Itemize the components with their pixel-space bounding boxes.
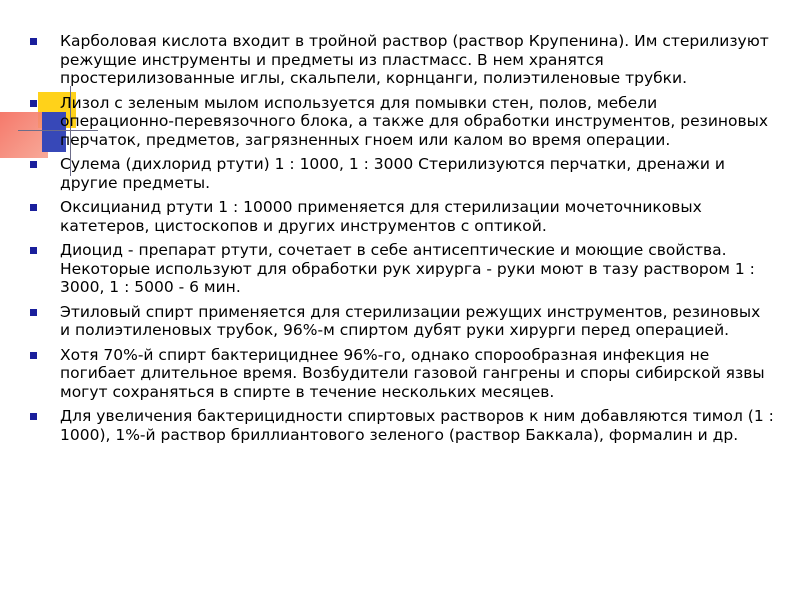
bullet-icon bbox=[30, 247, 37, 254]
bullet-icon bbox=[30, 309, 37, 316]
list-item-text: Для увеличения бактерицидности спиртовых растворов к ним добавляются тимол (1 : 1000), 1%-й раствор бриллиантового зеленого (раствор Баккала), формалин и др. bbox=[60, 407, 774, 444]
list-item-text: Этиловый спирт применяется для стерилизации режущих инструментов, резиновых и полиэтиленовых трубок, 96%-м спиртом дубят руки хирурги перед операцией. bbox=[60, 302, 761, 339]
bullet-icon bbox=[30, 413, 37, 420]
list-item bbox=[30, 32, 775, 88]
list-item-text: Диоцид - препарат ртути, сочетает в себе антисептические и моющие свойства. Некоторые используют для обработки рук хирурга - руки моют в тазу раствором 1 : 3000, 1 : 5000 - 6 мин. bbox=[60, 241, 755, 296]
list-item bbox=[30, 407, 775, 444]
bullet-icon bbox=[30, 352, 37, 359]
list-item bbox=[30, 303, 775, 340]
bullet-icon bbox=[30, 38, 37, 45]
list-item-text: Хотя 70%-й спирт бактерициднее 96%-го, однако спорообразная инфекция не погибает длительное время. Возбудители газовой гангрены и споры сибирской язвы могут сохраняться в спирте в течение нескольких месяцев. bbox=[60, 345, 765, 401]
list-item bbox=[30, 155, 775, 192]
slide-content bbox=[30, 32, 775, 450]
list-item bbox=[30, 241, 775, 297]
list-item bbox=[30, 94, 775, 150]
bullet-list bbox=[30, 32, 775, 444]
bullet-icon bbox=[30, 204, 37, 211]
list-item bbox=[30, 346, 775, 402]
list-item-text: Оксицианид ртути 1 : 10000 применяется для стерилизации мочеточниковых катетеров, цистоскопов и других инструментов с оптикой. bbox=[60, 198, 702, 235]
list-item-text: Карболовая кислота входит в тройной раствор (раствор Крупенина). Им стерилизуют режущие инструменты и предметы из пластмасс. В нем хранятся простерилизованные иглы, скальпели, корнцанги, полиэтиленовые трубки. bbox=[60, 32, 769, 87]
list-item bbox=[30, 198, 775, 235]
list-item-text: Сулема (дихлорид ртути) 1 : 1000, 1 : 3000 Стерилизуются перчатки, дренажи и другие предметы. bbox=[60, 155, 725, 192]
bullet-icon bbox=[30, 100, 37, 107]
bullet-icon bbox=[30, 161, 37, 168]
list-item-text: Лизол с зеленым мылом используется для помывки стен, полов, мебели операционно-перевязочного блока, а также для обработки инструментов, резиновых перчаток, предметов, загрязненных гноем или калом во время операции. bbox=[60, 93, 769, 149]
